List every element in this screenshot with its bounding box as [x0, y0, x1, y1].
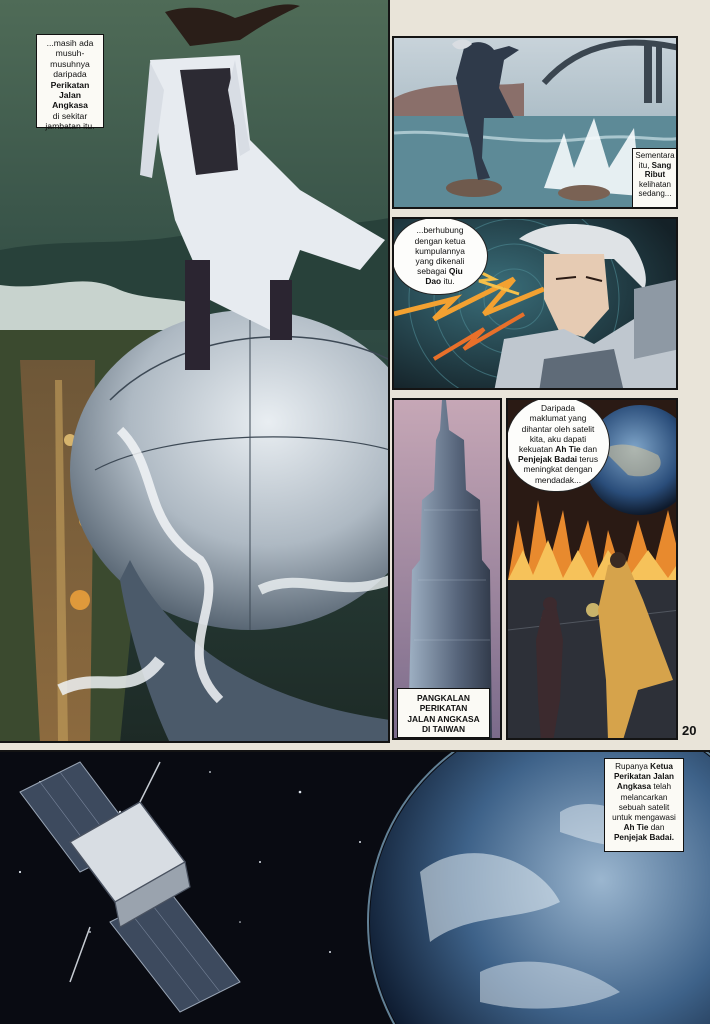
panel-5-satellite-over-earth	[0, 750, 710, 1024]
panel-4-control-room	[506, 398, 678, 740]
page-number: 20	[682, 723, 697, 738]
caption-meanwhile: Sementara itu, Sang Ribut kelihatan sedang...	[632, 148, 678, 208]
panel-1-figure-on-dome	[0, 0, 390, 743]
caption-enemies-near-bridge: ...masih ada musuh- musuhnya daripada Perikatan Jalan Angkasa di sekitar jambatan itu.	[36, 34, 104, 128]
speech-bubble-qiu-dao: ...berhubung dengan ketua kumpulannya yang dikenali sebagai Qiu Dao itu.	[392, 217, 488, 295]
speech-bubble-satellite-report: Daripada maklumat yang dihantar oleh satelit kita, aku dapati kekuatan Ah Tie dan Penjejak Badai terus meningkat dengan mendadak...	[506, 398, 610, 492]
panel-4-taiwan-tower	[392, 398, 502, 740]
panel-3-armored-closeup	[392, 217, 678, 390]
caption-satellite-launched: Rupanya Ketua Perikatan Jalan Angkasa telah melancarkan sebuah satelit untuk mengawasi Ah Tie dan Penjejak Badai.	[604, 758, 684, 852]
panel-2-running-near-bridge	[392, 36, 678, 209]
caption-taiwan-base: PANGKALAN PERIKATAN JALAN ANGKASA DI TAIWAN	[397, 688, 490, 738]
